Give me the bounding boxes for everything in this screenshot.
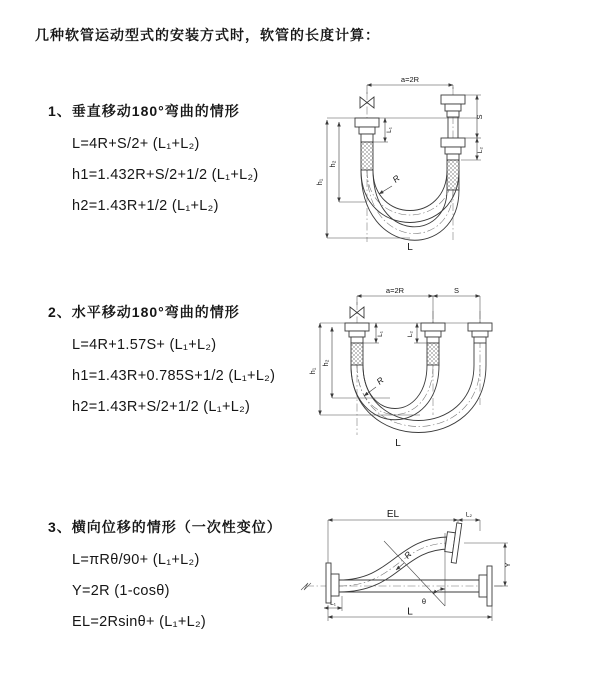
- diagram-vertical-180-bend: [315, 72, 590, 260]
- dim-label-s: S: [453, 286, 460, 295]
- dim-label-l1: L₁: [386, 127, 393, 133]
- dim-label-h1: h₁: [315, 178, 324, 186]
- formula-line: h1=1.432R+S/2+1/2 (L₁+L₂): [72, 167, 259, 183]
- braided-hose-section: [427, 343, 439, 365]
- dim-label-h1: h₁: [308, 367, 317, 375]
- dim-label-l1: L₁: [330, 600, 336, 607]
- radius-callout: [364, 375, 386, 396]
- formula-line: EL=2Rsinθ+ (L₁+L₂): [72, 614, 207, 630]
- length-label: L: [407, 242, 413, 253]
- formula-line: h2=1.43R+S/2+1/2 (L₁+L₂): [72, 399, 251, 415]
- dim-label-el: EL: [386, 509, 400, 520]
- radius-label: R: [402, 549, 414, 561]
- section-heading: 2、水平移动180°弯曲的情形: [48, 304, 240, 320]
- dimension-s: [433, 286, 480, 296]
- formula-line: L=4R+S/2+ (L₁+L₂): [72, 136, 200, 152]
- left-flange-fitting: [355, 118, 379, 142]
- dim-label-a2r: a=2R: [400, 75, 420, 84]
- radius-label: R: [374, 374, 386, 387]
- length-label: L: [407, 606, 413, 618]
- section-lateral-displacement: [48, 518, 320, 638]
- diagram-lateral-displacement: [298, 505, 600, 650]
- dimension-a2r: [357, 286, 480, 323]
- dimension-a2r: [367, 75, 453, 94]
- braided-hose-section: [361, 142, 373, 170]
- braided-hose-section: [351, 343, 363, 365]
- dimension-s: [463, 95, 484, 138]
- hose-u-bend: [361, 170, 459, 240]
- dim-label-a2r: a=2R: [385, 286, 405, 295]
- section-vertical-180: [48, 102, 320, 222]
- left-flange-fitting: [326, 563, 339, 603]
- length-label: L: [395, 438, 401, 449]
- dim-label-l2: L₂: [477, 146, 484, 154]
- formula-line: L=4R+1.57S+ (L₁+L₂): [72, 337, 217, 353]
- formula-line: h1=1.43R+0.785S+1/2 (L₁+L₂): [72, 368, 276, 384]
- section-horizontal-180: [48, 303, 320, 423]
- dim-label-y: Y: [503, 562, 512, 568]
- dim-label-h2: h₂: [328, 160, 337, 168]
- formula-line: h2=1.43R+1/2 (L₁+L₂): [72, 198, 219, 214]
- upper-flange-fitting: [443, 522, 461, 563]
- hose-centerline: [339, 543, 450, 586]
- diagram-horizontal-180-bend: [310, 283, 592, 463]
- page-title: 几种软管运动型式的安装方式时，软管的长度计算：: [35, 27, 380, 43]
- right-flange-fitting-lower: [441, 138, 465, 160]
- centerline-break: [301, 583, 311, 590]
- dimension-l: [328, 605, 492, 621]
- left-flange-fitting: [345, 323, 369, 343]
- right-flange-fitting-upper: [441, 95, 465, 117]
- hose-u-bend: [351, 365, 486, 433]
- radius-callout: [396, 549, 414, 570]
- pipe-centerlines: [367, 87, 453, 242]
- dim-label-l2: L₂: [465, 511, 473, 519]
- section-heading: 3、横向位移的情形（一次性变位）: [48, 519, 282, 535]
- right-flange-fitting: [468, 323, 492, 343]
- formula-line: Y=2R (1-cosθ): [72, 583, 170, 599]
- angle-theta: [384, 533, 445, 606]
- right-flange-fitting: [479, 566, 492, 606]
- dim-label-h2: h₂: [321, 359, 330, 367]
- dim-label-l1: L₁: [377, 331, 384, 337]
- angle-label: θ: [421, 597, 427, 606]
- middle-flange-fitting: [421, 323, 445, 343]
- dim-label-s: S: [475, 114, 484, 120]
- formula-line: L=πRθ/90+ (L₁+L₂): [72, 552, 200, 568]
- section-heading: 1、垂直移动180°弯曲的情形: [48, 103, 240, 119]
- hose-s-curve: [339, 537, 450, 592]
- radius-callout: [379, 173, 402, 194]
- dim-label-l2: L₂: [407, 330, 414, 338]
- dimension-el: [328, 509, 458, 563]
- radius-label: R: [390, 172, 402, 185]
